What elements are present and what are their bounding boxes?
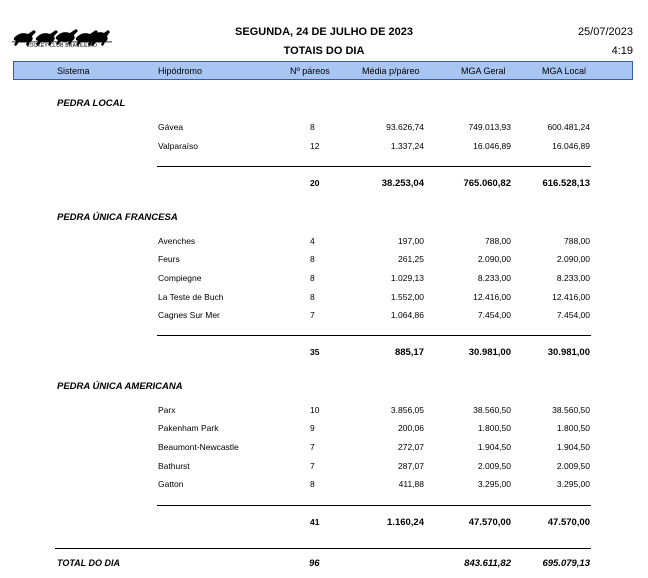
media-cell: 200,06: [398, 423, 424, 433]
pareos-cell: 7: [310, 461, 315, 471]
subtotal-pareos: 35: [310, 347, 320, 357]
media-cell: 93.626,74: [386, 122, 424, 132]
pareos-cell: 8: [310, 122, 315, 132]
subtotal-media: 38.253,04: [381, 178, 424, 189]
grand-total-divider: [55, 548, 591, 549]
report-subtitle: TOTAIS DO DIA: [283, 45, 365, 57]
report-time: 4:19: [611, 45, 633, 57]
mga-local-cell: 8.233,00: [556, 273, 590, 283]
mga-geral-cell: 16.046,89: [473, 141, 511, 151]
grand-total-mga-local: 695.079,13: [542, 558, 590, 569]
section-title: PEDRA ÚNICA FRANCESA: [57, 212, 178, 223]
mga-local-cell: 788,00: [564, 236, 590, 246]
media-cell: 3.856,05: [390, 405, 424, 415]
mga-geral-cell: 3.295,00: [477, 479, 511, 489]
subtotal-divider: [157, 166, 591, 167]
hipodromo-cell: Compiegne: [158, 273, 202, 283]
hipodromo-cell: Gatton: [158, 479, 184, 489]
pareos-cell: 8: [310, 479, 315, 489]
mga-geral-cell: 38.560,50: [473, 405, 511, 415]
subtotal-mga-geral: 47.570,00: [468, 517, 511, 528]
pareos-cell: 12: [310, 141, 320, 151]
mga-geral-cell: 749.013,93: [468, 122, 511, 132]
col-sistema: Sistema: [57, 66, 90, 76]
mga-geral-cell: 788,00: [485, 236, 511, 246]
mga-geral-cell: 8.233,00: [477, 273, 511, 283]
section-title: PEDRA LOCAL: [57, 98, 126, 109]
media-cell: 197,00: [398, 236, 424, 246]
mga-geral-cell: 2.009,50: [477, 461, 511, 471]
subtotal-pareos: 41: [310, 517, 320, 527]
report-date: 25/07/2023: [577, 26, 633, 38]
mga-local-cell: 7.454,00: [556, 310, 590, 320]
section-title: PEDRA ÚNICA AMERICANA: [57, 381, 183, 392]
mga-local-cell: 2.009,50: [556, 461, 590, 471]
mga-local-cell: 38.560,50: [552, 405, 590, 415]
grand-total-label: TOTAL DO DIA: [57, 558, 120, 568]
hipodromo-cell: Gávea: [158, 122, 184, 132]
hipodromo-cell: Valparaíso: [158, 141, 199, 151]
media-cell: 1.029,13: [390, 273, 424, 283]
mga-geral-cell: 1.904,50: [477, 442, 511, 452]
col-hipodromo: Hipódromo: [158, 66, 203, 76]
hipodromo-cell: Parx: [158, 405, 176, 415]
subtotal-pareos: 20: [310, 178, 320, 188]
mga-geral-cell: 1.800,50: [477, 423, 511, 433]
subtotal-mga-geral: 30.981,00: [468, 347, 511, 358]
col-pareos: Nº páreos: [290, 66, 330, 76]
mga-local-cell: 16.046,89: [552, 141, 590, 151]
col-mga-geral: MGA Geral: [461, 66, 506, 76]
pareos-cell: 9: [310, 423, 315, 433]
hipodromo-cell: Pakenham Park: [158, 423, 219, 433]
hipodromo-cell: Feurs: [158, 254, 180, 264]
hipodromo-cell: Bathurst: [158, 461, 190, 471]
subtotal-mga-local: 616.528,13: [542, 178, 590, 189]
subtotal-mga-local: 30.981,00: [547, 347, 590, 358]
media-cell: 1.064,86: [390, 310, 424, 320]
subtotal-media: 885,17: [394, 347, 424, 358]
media-cell: 261,25: [398, 254, 424, 264]
pareos-cell: 4: [310, 236, 315, 246]
media-cell: 1.552,00: [390, 292, 424, 302]
mga-local-cell: 1.800,50: [556, 423, 590, 433]
mga-local-cell: 600.481,24: [547, 122, 590, 132]
mga-local-cell: 12.416,00: [552, 292, 590, 302]
hipodromo-cell: Avenches: [158, 236, 196, 246]
media-cell: 1.337,24: [390, 141, 424, 151]
hipodromo-cell: La Teste de Buch: [158, 292, 224, 302]
media-cell: 411,88: [398, 479, 424, 489]
mga-local-cell: 1.904,50: [556, 442, 590, 452]
pareos-cell: 7: [310, 442, 315, 452]
report-title: SEGUNDA, 24 DE JULHO DE 2023: [235, 26, 413, 38]
subtotal-mga-local: 47.570,00: [547, 517, 590, 528]
subtotal-divider: [157, 335, 591, 336]
pareos-cell: 7: [310, 310, 315, 320]
pareos-cell: 8: [310, 292, 315, 302]
media-cell: 272,07: [398, 442, 424, 452]
hipodromo-cell: Cagnes Sur Mer: [158, 310, 220, 320]
hipodromo-cell: Beaumont-Newcastle: [158, 442, 239, 452]
col-media: Média p/páreo: [362, 66, 420, 76]
mga-geral-cell: 2.090,00: [477, 254, 511, 264]
mga-local-cell: 3.295,00: [556, 479, 590, 489]
col-mga-local: MGA Local: [542, 66, 587, 76]
mga-geral-cell: 12.416,00: [473, 292, 511, 302]
subtotal-mga-geral: 765.060,82: [463, 178, 511, 189]
grand-total-mga-geral: 843.611,82: [464, 558, 511, 569]
pareos-cell: 8: [310, 254, 315, 264]
mga-geral-cell: 7.454,00: [477, 310, 511, 320]
pareos-cell: 8: [310, 273, 315, 283]
pareos-cell: 10: [310, 405, 320, 415]
subtotal-media: 1.160,24: [387, 517, 424, 528]
grand-total-pareos: 96: [309, 558, 320, 569]
subtotal-divider: [157, 505, 591, 506]
media-cell: 287,07: [398, 461, 424, 471]
mga-local-cell: 2.090,00: [556, 254, 590, 264]
logo-text: JOCKEY CLUB BRASILEIRO: [26, 43, 98, 49]
